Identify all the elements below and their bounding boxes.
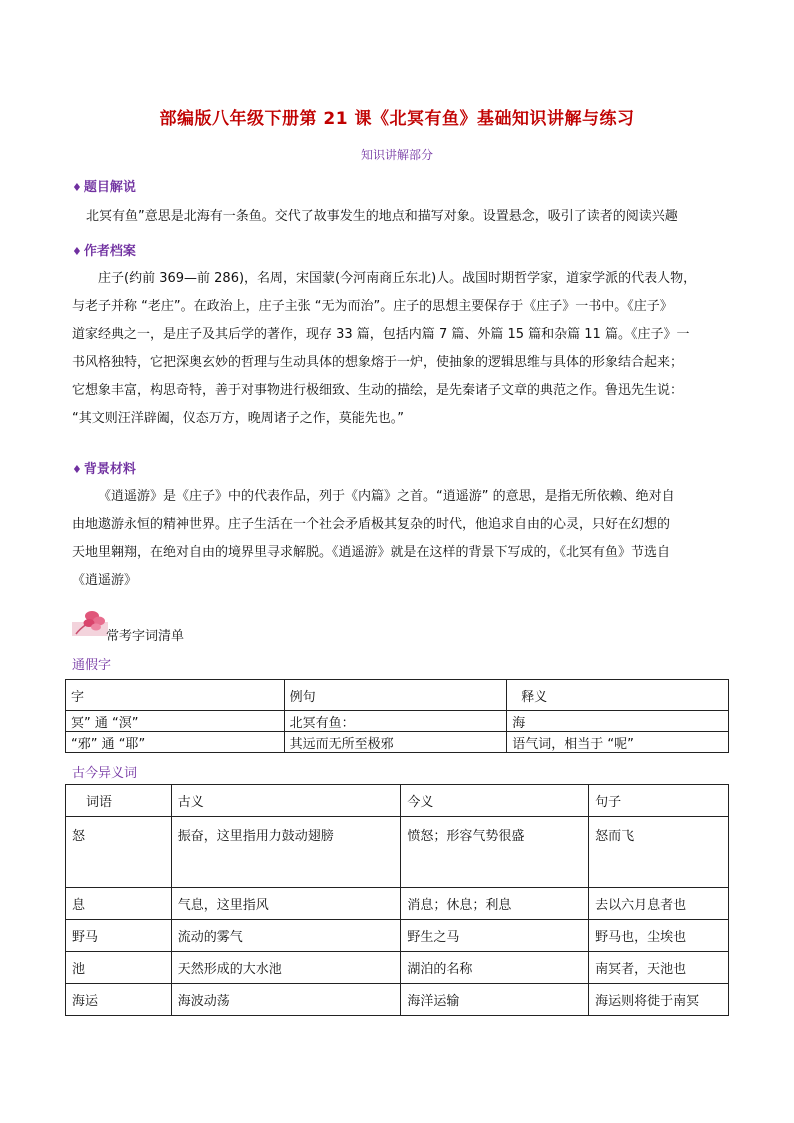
table-header-cell: 句子 [589,785,729,817]
table-cell: 海 [507,711,729,732]
table-row [66,984,729,1016]
topic-paragraph [72,203,732,231]
table-row [66,711,729,732]
gujin-table [65,784,729,1016]
table-header-cell: 字 [66,680,285,711]
table-row [66,732,729,753]
diamond-bullet-icon: ♦ [72,181,82,194]
paragraph-line: 《逍遥游》是《庄子》中的代表作品，列于《内篇》之首。“逍遥游” 的意思，是指无所依赖、绝对自 [98,489,675,504]
table-cell: 冥” 通 “溟” [66,711,285,732]
table-cell: 怒而飞 [589,817,729,888]
table-cell: 北冥有鱼： [284,711,507,732]
table-cell: 野生之马 [401,920,589,952]
heading-text: 作者档案 [83,244,136,259]
document-title: 部编版八年级下册第 21 课《北冥有鱼》基础知识讲解与练习 [159,109,635,129]
paragraph-line: “其文则汪洋辟阖，仪态万方，晚周诸子之作，莫能先也。” [72,411,404,426]
table-header-cell: 古义 [171,785,401,817]
table-cell: 流动的雾气 [171,920,401,952]
table-cell: 息 [66,888,172,920]
table-cell: 南冥者，天池也 [589,952,729,984]
table-cell: 气息，这里指风 [171,888,401,920]
tongjiazi-heading: 通假字 [72,658,112,673]
table-cell: 野马 [66,920,172,952]
table-cell: 海波动荡 [171,984,401,1016]
table-header-row [66,680,729,711]
paragraph-line: 与老子并称 “老庄”。在政治上，庄子主张 “无为而治”。庄子的思想主要保存于《庄子》一书中。《庄子》 [72,299,673,314]
table-cell: 消息；休息；利息 [401,888,589,920]
paragraph-line: 它想象丰富，构思奇特，善于对事物进行极细致、生动的描绘，是先秦诸子文章的典范之作。鲁迅先生说： [72,383,684,398]
table-header-row [66,785,729,817]
table-cell: 其远而无所至极邪 [284,732,507,753]
paragraph-line: 庄子(约前 369—前 286)，名周，宋国蒙(今河南商丘东北)人。战国时期哲学家，道家学派的代表人物， [98,271,697,286]
paragraph-line: 由地遨游永恒的精神世界。庄子生活在一个社会矛盾极其复杂的时代，他追求自由的心灵，只好在幻想的 [72,517,671,532]
section-heading-topic [72,176,136,195]
word-list-label: 常考字词清单 [106,629,185,644]
table-cell: 海洋运输 [401,984,589,1016]
heading-text: 背景材料 [83,462,136,477]
table-header-cell: 释义 [507,680,729,711]
paragraph-line: 天地里翱翔，在绝对自由的境界里寻求解脱。《逍遥游》就是在这样的背景下写成的，《北冥有鱼》节选自 [72,545,671,560]
table-cell: 海运 [66,984,172,1016]
table-cell: 海运则将徙于南冥 [589,984,729,1016]
paragraph-line: 书风格独特，它把深奥玄妙的哲理与生动具体的想象熔于一炉，使抽象的逻辑思维与具体的形象结合起来； [72,355,684,370]
gujin-heading: 古今异义词 [72,766,138,781]
table-cell: 去以六月息者也 [589,888,729,920]
table-header-cell: 例句 [284,680,507,711]
table-cell: 振奋，这里指用力鼓动翅膀 [171,817,401,888]
section-heading-author [72,240,136,259]
paragraph-line: 道家经典之一，是庄子及其后学的著作，现存 33 篇，包括内篇 7 篇、外篇 15 篇和杂篇 11 篇。《庄子》一 [72,327,690,342]
flower-icon [72,608,108,636]
document-subtitle: 知识讲解部分 [360,148,433,162]
diamond-bullet-icon: ♦ [72,245,82,258]
table-header-cell: 词语 [66,785,172,817]
table-cell: 野马也，尘埃也 [589,920,729,952]
table-row [66,920,729,952]
tongjiazi-table [65,679,729,753]
table-cell: 天然形成的大水池 [171,952,401,984]
table-cell: 池 [66,952,172,984]
table-cell: “邪” 通 “耶” [66,732,285,753]
background-paragraph [72,483,732,595]
table-cell: 湖泊的名称 [401,952,589,984]
table-cell: 语气词，相当于 “呢” [507,732,729,753]
diamond-bullet-icon: ♦ [72,463,82,476]
table-header-cell: 今义 [401,785,589,817]
paragraph-line: 《逍遥游》 [72,573,138,588]
table-row [66,952,729,984]
section-heading-background [72,458,136,477]
heading-text: 题目解说 [83,180,136,195]
table-row [66,888,729,920]
table-row [66,817,729,888]
author-paragraph [72,265,732,433]
table-cell: 愤怒；形容气势很盛 [401,817,589,888]
table-cell: 怒 [66,817,172,888]
paragraph-line: 北冥有鱼”意思是北海有一条鱼。交代了故事发生的地点和描写对象。设置悬念，吸引了读者的阅读兴趣 [86,209,678,224]
